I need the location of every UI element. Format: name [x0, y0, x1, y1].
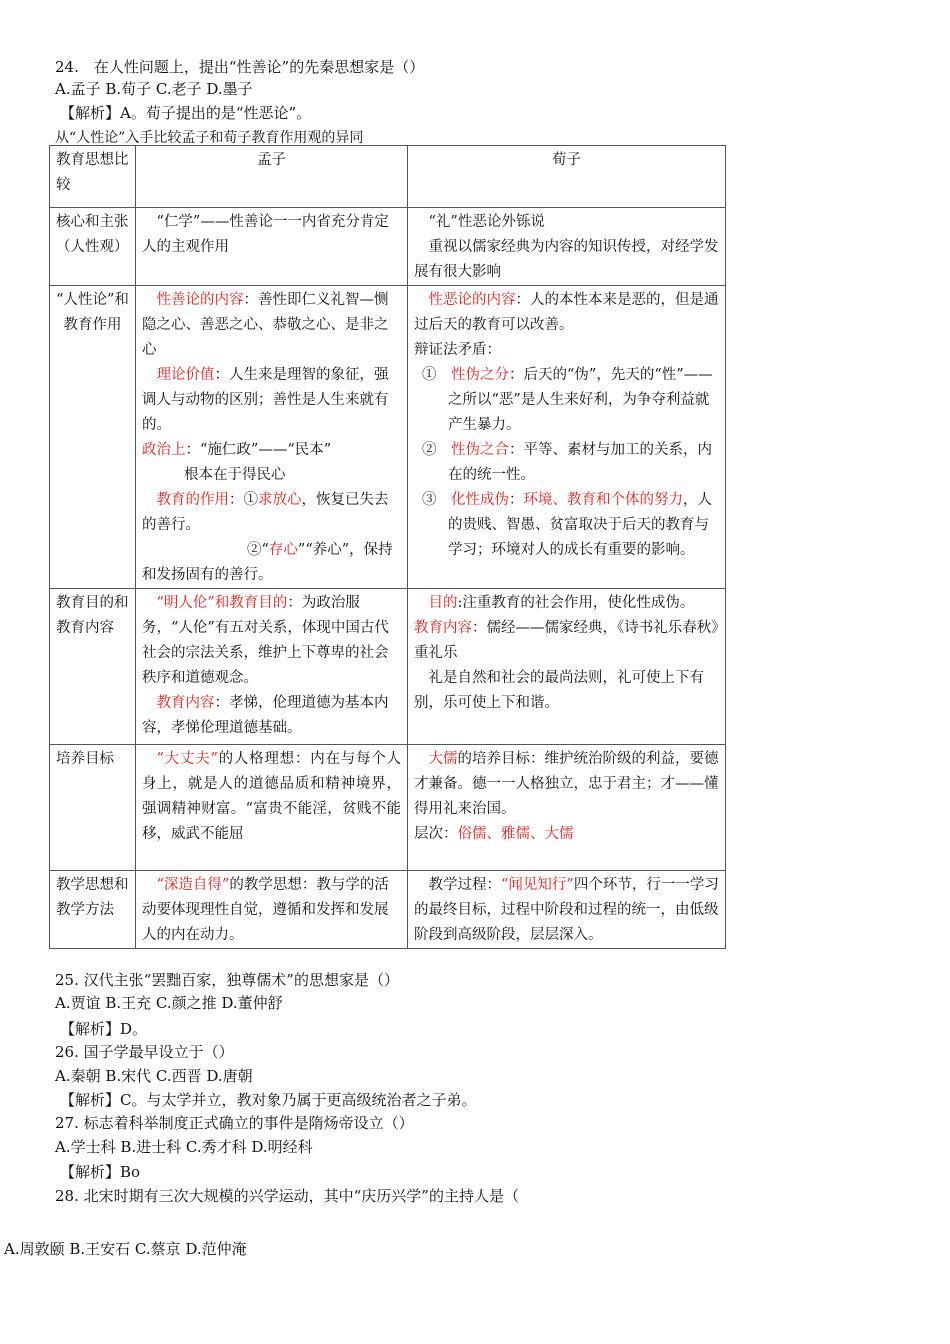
header-cell-xunzi: 荀子 [408, 146, 726, 208]
cell-mengzi-goal: “明人伦”和教育目的：为政治服务，“人伦”有五对关系，体现中国古代社会的宗法关系，维护上下尊卑的社会秩序和道德观念。 教育内容：孝悌，伦理道德为基本内容，孝悌伦理道德基础。 [136, 589, 408, 745]
header-cell-mengzi: 孟子 [136, 146, 408, 208]
question-28-options: A.周敦颐 B.王安石 C.蔡京 D.范仲淹 [4, 1240, 247, 1258]
table-header-row [50, 146, 726, 208]
cell-xunzi-core: “礼”性恶论外铄说 重视以儒家经典为内容的知识传授，对经学发展有很大影响 [408, 208, 726, 286]
cell-xunzi-humannature: 性恶论的内容：人的本性本来是恶的，但是通过后天的教育可以改善。 辩证法矛盾： ① 性伪之分：后天的“伪”，先天的“性”——之所以“恶”是人生来好利，为争夺利益就产生暴力。 ② 性伪之合：平等、素材与加工的关系，内在的统一性。 ③ 化性成伪：环境、教育和个体的努力，人的贵贱、智愚、贫富取决于后天的教育与学习；环境对人的成长有重要的影响。 [408, 286, 726, 589]
cell-xunzi-teaching: 教学过程：“闻见知行”四个环节，行一一学习的最终目标，过程中阶段和过程的统一，由低级阶段到高级阶段，层层深入。 [408, 871, 726, 949]
question-28: 28. 北宋时期有三次大规模的兴学运动，其中“庆历兴学”的主持人是（ [55, 1187, 519, 1205]
table-row [50, 871, 726, 949]
cell-xunzi-target: 大儒的培养目标：维护统治阶级的利益，要德才兼备。德一一人格独立，忠于君主；才——懂得用礼来治国。 层次：俗儒、雅儒、大儒 [408, 745, 726, 871]
cell-mengzi-teaching: “深造自得”的教学思想：教与学的活动要体现理性自觉，遵循和发挥和发展人的内在动力。 [136, 871, 408, 949]
question-25: 25. 汉代主张“罢黜百家，独尊儒术”的思想家是（） [55, 971, 399, 989]
question-26-answer: 【解析】C。与太学并立，教对象乃属于更高级统治者之子弟。 [60, 1091, 477, 1109]
table-row [50, 208, 726, 286]
table-row [50, 589, 726, 745]
question-25-answer: 【解析】D。 [60, 1020, 148, 1038]
question-25-options: A.贾谊 B.王充 C.颜之推 D.董仲舒 [55, 994, 283, 1012]
cell-xunzi-goal: 目的:注重教育的社会作用，使化性成伪。 教育内容：儒经——儒家经典，《诗书礼乐春秋》重礼乐 礼是自然和社会的最尚法则，礼可使上下有别，乐可使上下和谐。 [408, 589, 726, 745]
cell-mengzi-core: “仁学”——性善论一一内省充分肯定人的主观作用 [136, 208, 408, 286]
question-26: 26. 国子学最早设立于（） [55, 1043, 234, 1061]
row-label: 教育目的和教育内容 [50, 589, 136, 745]
question-24-options: A.孟子 B.荀子 C.老子 D.墨子 [55, 80, 253, 98]
table-caption: 从“人性论”入手比较孟子和荀子教育作用观的异同 [55, 130, 364, 146]
question-26-options: A.秦朝 B.宋代 C.西晋 D.唐朝 [55, 1067, 253, 1085]
question-27: 27. 标志着科举制度正式确立的事件是隋炀帝设立（） [55, 1114, 414, 1132]
question-24-answer: 【解析】A。荀子提出的是“性恶论”。 [60, 104, 312, 122]
table-row [50, 286, 726, 589]
table-row [50, 745, 726, 871]
row-label: 教学思想和教学方法 [50, 871, 136, 949]
row-label: “人性论”和教育作用 [50, 286, 136, 589]
header-cell-comparison: 教育思想比较 [50, 146, 136, 208]
row-label: 核心和主张（人性观） [50, 208, 136, 286]
question-27-options: A.学士科 B.进士科 C.秀才科 D.明经科 [55, 1138, 313, 1156]
comparison-table [49, 145, 726, 949]
question-27-answer: 【解析】Bo [60, 1163, 141, 1181]
cell-mengzi-humannature: 性善论的内容：善性即仁义礼智—恻隐之心、善恶之心、恭敬之心、是非之心 理论价值：人生来是理智的象征，强调人与动物的区别；善性是人生来就有的。 政治上：“施仁政”——“民本” 根本在于得民心 教育的作用：①求放心，恢复已失去的善行。 ②“存心”“养心”，保持和发扬固有的善行。 [136, 286, 408, 589]
cell-mengzi-target: “大丈夫”的人格理想：内在与每个人身上，就是人的道德品质和精神境界，强调精神财富。“富贵不能淫，贫贱不能移，威武不能屈 [136, 745, 408, 871]
row-label: 培养目标 [50, 745, 136, 871]
question-24: 24. 在人性问题上，提出“性善论”的先秦思想家是（） [55, 58, 425, 76]
